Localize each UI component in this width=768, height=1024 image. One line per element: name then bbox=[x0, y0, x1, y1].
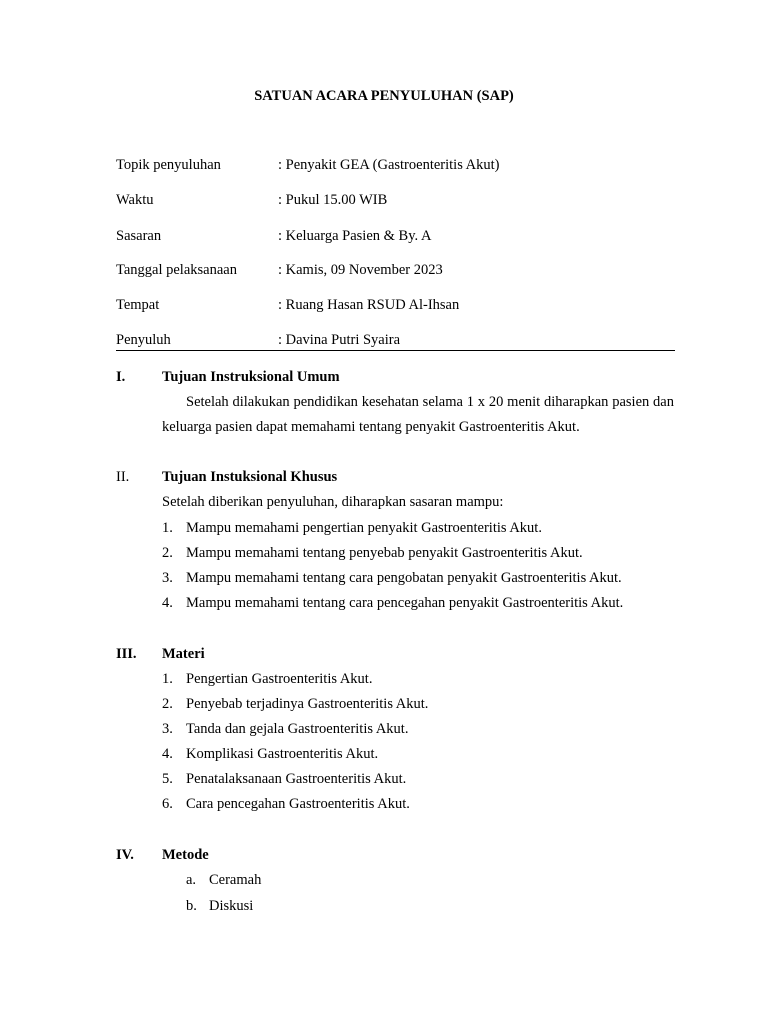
info-value: : Kamis, 09 November 2023 bbox=[278, 262, 443, 278]
separator-line bbox=[116, 350, 675, 351]
list-item-number: 4. bbox=[162, 746, 173, 762]
list-item-number: 3. bbox=[162, 721, 173, 737]
section-number: I. bbox=[116, 369, 126, 385]
list-item-number: a. bbox=[186, 872, 197, 888]
list-item-number: 6. bbox=[162, 796, 173, 812]
section-number: II. bbox=[116, 469, 130, 485]
list-item: Pengertian Gastroenteritis Akut. bbox=[186, 671, 373, 687]
list-item: Mampu memahami tentang penyebab penyakit Gastroenteritis Akut. bbox=[186, 545, 583, 561]
section-intro: Setelah diberikan penyuluhan, diharapkan sasaran mampu: bbox=[162, 494, 504, 510]
info-value: : Ruang Hasan RSUD Al-Ihsan bbox=[278, 297, 460, 313]
info-value: : Penyakit GEA (Gastroenteritis Akut) bbox=[278, 157, 500, 173]
list-item: Diskusi bbox=[209, 898, 254, 914]
list-item: Mampu memahami pengertian penyakit Gastroenteritis Akut. bbox=[186, 520, 542, 536]
list-item: Mampu memahami tentang cara pencegahan penyakit Gastroenteritis Akut. bbox=[186, 595, 624, 611]
list-item-number: 1. bbox=[162, 671, 173, 687]
section-title: Tujuan Instruksional Umum bbox=[162, 369, 340, 385]
list-item-number: 2. bbox=[162, 696, 173, 712]
list-item-number: 4. bbox=[162, 595, 173, 611]
info-label: Tempat bbox=[116, 297, 160, 313]
list-item-number: 2. bbox=[162, 545, 173, 561]
list-item: Penyebab terjadinya Gastroenteritis Akut. bbox=[186, 696, 429, 712]
info-value: : Davina Putri Syaira bbox=[278, 332, 401, 348]
section-title: Metode bbox=[162, 847, 209, 863]
info-row-topik bbox=[116, 157, 676, 177]
list-item: Tanda dan gejala Gastroenteritis Akut. bbox=[186, 721, 409, 737]
info-label: Waktu bbox=[116, 192, 154, 208]
info-row-penyuluh bbox=[116, 332, 676, 352]
info-row-tempat bbox=[116, 297, 676, 317]
list-item-number: 1. bbox=[162, 520, 173, 536]
info-row-tanggal bbox=[116, 262, 676, 282]
list-item: Penatalaksanaan Gastroenteritis Akut. bbox=[186, 771, 407, 787]
section-number: IV. bbox=[116, 847, 134, 863]
list-item-number: b. bbox=[186, 898, 197, 914]
list-item-number: 5. bbox=[162, 771, 173, 787]
section-title: Tujuan Instuksional Khusus bbox=[162, 469, 338, 485]
info-label: Penyuluh bbox=[116, 332, 171, 348]
list-item: Cara pencegahan Gastroenteritis Akut. bbox=[186, 796, 410, 812]
section-paragraph: Setelah dilakukan pendidikan kesehatan selama 1 x 20 menit diharapkan pasien dan keluarga pasien dapat memahami tentang penyakit Gastroenteritis Akut. bbox=[162, 394, 674, 435]
info-row-sasaran bbox=[116, 228, 676, 248]
section-number: III. bbox=[116, 646, 137, 662]
list-item: Mampu memahami tentang cara pengobatan penyakit Gastroenteritis Akut. bbox=[186, 570, 622, 586]
info-label: Tanggal pelaksanaan bbox=[116, 262, 237, 278]
section-title: Materi bbox=[162, 646, 205, 662]
info-row-waktu bbox=[116, 192, 676, 212]
document-title: SATUAN ACARA PENYULUHAN (SAP) bbox=[254, 88, 514, 104]
list-item: Ceramah bbox=[209, 872, 262, 888]
list-item: Komplikasi Gastroenteritis Akut. bbox=[186, 746, 379, 762]
info-label: Topik penyuluhan bbox=[116, 157, 221, 173]
info-value: : Pukul 15.00 WIB bbox=[278, 192, 388, 208]
info-value: : Keluarga Pasien & By. A bbox=[278, 228, 432, 244]
info-label: Sasaran bbox=[116, 228, 162, 244]
list-item-number: 3. bbox=[162, 570, 173, 586]
